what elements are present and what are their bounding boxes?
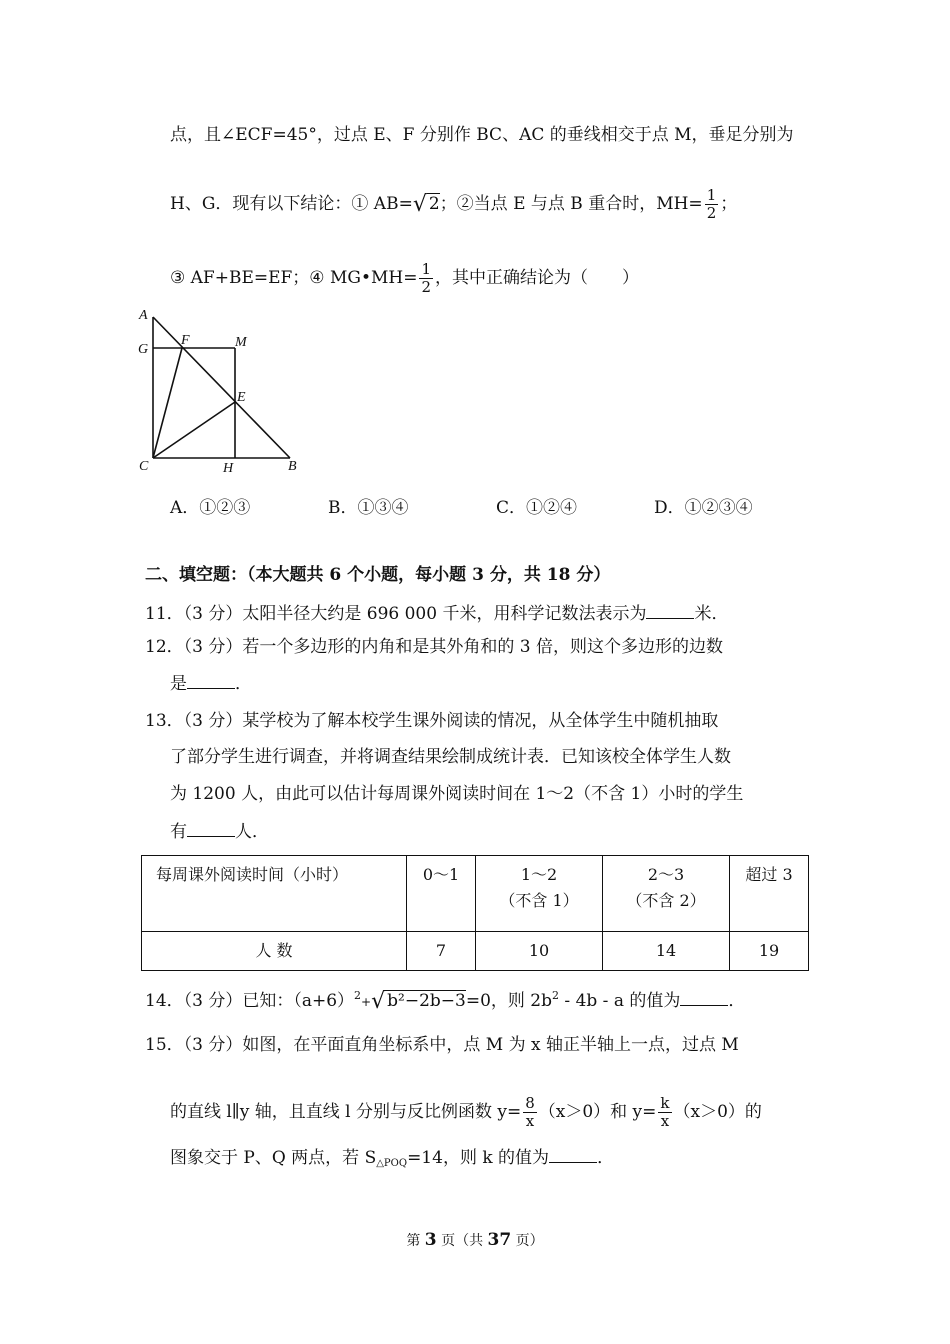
frac-den: 2 [421, 278, 431, 296]
page-total: 37 [487, 1230, 512, 1250]
q12-line2-a: 是 [170, 674, 187, 694]
section-heading: 二、填空题：（本大题共 6 个小题，每小题 3 分，共 18 分） [145, 565, 611, 585]
q13-line2: 了部分学生进行调查，并将调查结果绘制成统计表．已知该校全体学生人数 [170, 747, 731, 767]
q11-text-b: 米． [694, 604, 729, 624]
q10-line2-a: H、G．现有以下结论：① AB= [170, 194, 413, 214]
q14-text-a: 14．（3 分）已知：（a+6） [145, 991, 355, 1011]
label-c: C [139, 459, 149, 474]
q15-line3 [170, 1146, 614, 1175]
frac-num: 8 [525, 1094, 535, 1112]
q14-sup: 2 [354, 989, 362, 1002]
q10-line3-b: ，其中正确结论为（ ） [435, 268, 639, 288]
q14-plus: + [361, 995, 372, 1009]
label-m: M [235, 335, 247, 350]
table-header-cell: 每周课外阅读时间（小时） [142, 856, 407, 932]
page-number: 3 [424, 1230, 437, 1250]
table-header-cell [476, 856, 603, 932]
frac-den: x [525, 1112, 535, 1130]
fraction-one-half [419, 261, 433, 296]
label-f: F [181, 333, 190, 348]
table-header-row [142, 856, 809, 932]
header-range: 2～3 [647, 865, 685, 884]
q13-line4 [170, 820, 269, 843]
answer-blank [549, 1146, 597, 1163]
q10-line3 [170, 261, 639, 296]
table-row-label: 人 数 [142, 932, 407, 971]
frac-den: 2 [706, 204, 717, 222]
sqrt-sign: √ [412, 192, 427, 217]
q15-line2-a: 的直线 l∥y 轴，且直线 l 分别与反比例函数 y= [170, 1102, 522, 1122]
label-g: G [138, 342, 149, 357]
table-row [142, 932, 809, 971]
q15-line2-b: （x＞0）和 y= [538, 1102, 657, 1122]
header-range: 1～2 [520, 865, 558, 884]
header-note: （不含 2） [626, 891, 706, 910]
q13-line3: 为 1200 人，由此可以估计每周课外阅读时间在 1～2（不含 1）小时的学生 [170, 784, 744, 804]
answer-blank [187, 672, 235, 689]
frac-num: 1 [706, 186, 717, 204]
label-a: A [139, 308, 148, 323]
separator: ； [720, 194, 738, 214]
sqrt-radicand: 2 [428, 194, 440, 214]
q13-line1: 13．（3 分）某学校为了解本校学生课外阅读的情况，从全体学生中随机抽取 [145, 711, 719, 731]
q11 [145, 602, 728, 625]
q14-text-d: ． [728, 991, 746, 1011]
label-e: E [237, 390, 246, 405]
reading-time-table [141, 855, 809, 971]
fraction-k-over-x [658, 1095, 671, 1130]
option-b: B．①③④ [328, 498, 409, 518]
answer-blank [680, 989, 728, 1006]
q14-text-c: - 4b - a 的值为 [559, 991, 681, 1011]
frac-num: 1 [421, 260, 431, 278]
q13-line4-b: 人． [235, 822, 269, 842]
footer-c: 页） [511, 1233, 544, 1249]
segment-ab [153, 317, 290, 458]
footer-a: 第 [406, 1233, 425, 1249]
q14-radicand: b²−2b−3 [387, 991, 466, 1011]
q15-line3-c: ． [597, 1148, 615, 1168]
q10-line3-a: ③ AF+BE=EF；④ MG•MH= [170, 268, 418, 288]
q15-line3-sub: △POQ [376, 1158, 408, 1169]
q10-line2 [170, 187, 737, 222]
q12-line2-b: ． [235, 674, 252, 694]
q10-line2-b: ；②当点 E 与点 B 重合时，MH= [439, 194, 703, 214]
q10-line1: 点，且∠ECF=45°，过点 E、F 分别作 BC、AC 的垂线相交于点 M，垂足分别为 [170, 125, 794, 145]
frac-num: k [660, 1094, 670, 1112]
q14 [145, 985, 745, 1013]
label-b: B [288, 459, 297, 474]
table-cell: 10 [476, 932, 603, 971]
label-h: H [223, 461, 234, 476]
table-header-cell [603, 856, 730, 932]
q15-line2-c: （x＞0）的 [673, 1102, 762, 1122]
fraction-one-half [705, 187, 719, 222]
q11-text-a: 11．（3 分）太阳半径大约是 696 000 千米，用科学记数法表示为 [145, 604, 647, 624]
table-header-cell: 超过 3 [730, 856, 809, 932]
table-header-cell: 0～1 [407, 856, 476, 932]
table-cell: 7 [407, 932, 476, 971]
table-cell: 14 [603, 932, 730, 971]
q15-line2 [170, 1095, 762, 1130]
table-cell: 19 [730, 932, 809, 971]
q12-line2 [170, 672, 252, 695]
answer-blank [646, 602, 694, 619]
footer-b: 页（共 [436, 1233, 488, 1249]
q15-line3-a: 图象交于 P、Q 两点，若 S [170, 1148, 377, 1168]
fraction-8-over-x [523, 1095, 537, 1130]
q14-text-b: =0，则 2b [465, 991, 553, 1011]
q12-line1: 12．（3 分）若一个多边形的内角和是其外角和的 3 倍，则这个多边形的边数 [145, 637, 723, 657]
q13-line4-a: 有 [170, 822, 187, 842]
geometry-figure [135, 305, 310, 480]
page-footer [0, 1230, 950, 1250]
option-d: D．①②③④ [654, 498, 753, 518]
q14-sup2: 2 [552, 989, 560, 1002]
answer-blank [187, 820, 235, 837]
q15-line1: 15．（3 分）如图，在平面直角坐标系中，点 M 为 x 轴正半轴上一点，过点 M [145, 1035, 739, 1055]
frac-den: x [660, 1112, 670, 1130]
option-c: C．①②④ [496, 498, 578, 518]
sqrt-sign: √ [371, 989, 386, 1014]
q15-line3-b: =14，则 k 的值为 [407, 1148, 550, 1168]
option-a: A．①②③ [170, 498, 251, 518]
header-note: （不含 1） [499, 891, 579, 910]
